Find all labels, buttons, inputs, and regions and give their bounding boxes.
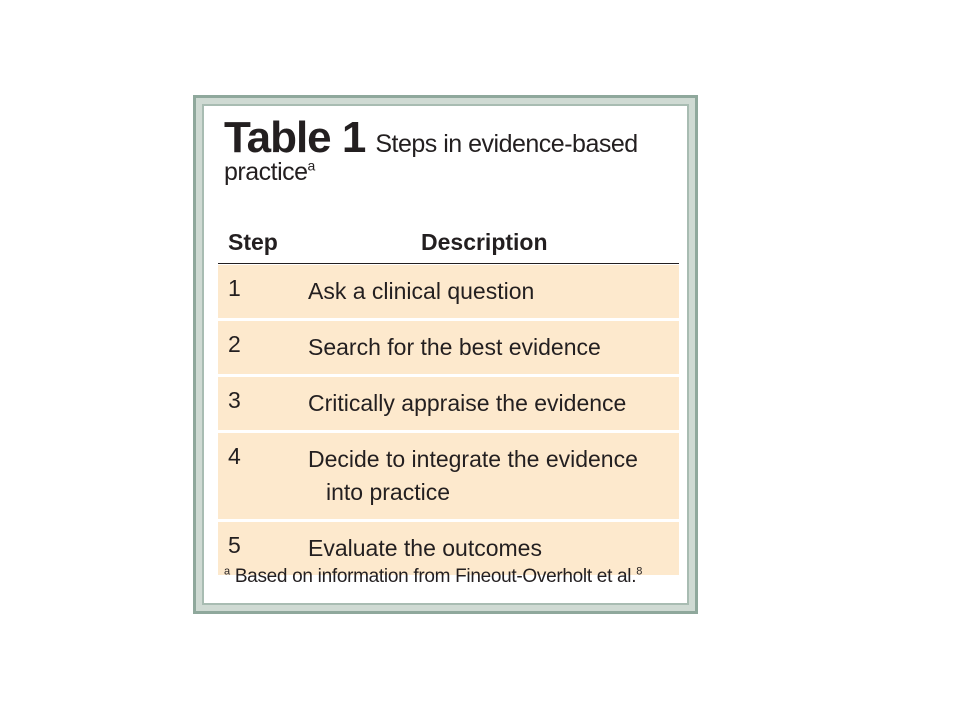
row-step: 1 <box>228 275 241 301</box>
table-frame <box>193 95 698 614</box>
row-description-line: Critically appraise the evidence <box>308 390 627 416</box>
table-header-row <box>218 223 679 264</box>
footnote-text: Based on information from Fineout-Overholt et al. <box>234 566 637 587</box>
row-description-line: Decide to integrate the evidence <box>308 446 638 472</box>
row-step: 4 <box>228 443 241 469</box>
row-step: 5 <box>228 532 241 558</box>
table-row <box>218 377 679 433</box>
row-description-line-2: into practice <box>326 479 451 505</box>
row-description <box>308 265 679 318</box>
table-row <box>218 321 679 377</box>
row-description <box>308 377 679 430</box>
footnote-reference: 8 <box>636 565 643 578</box>
table-title-continuation <box>224 158 684 186</box>
footnote-marker: a <box>224 565 230 578</box>
table-footnote <box>224 566 642 588</box>
row-description <box>308 433 679 519</box>
table-title <box>224 114 684 186</box>
row-step: 3 <box>228 387 241 413</box>
header-step: Step <box>228 229 278 255</box>
title-footnote-marker: a <box>307 157 315 174</box>
table-row <box>218 433 679 522</box>
table-label: Table 1 <box>224 113 366 162</box>
row-description-line: Ask a clinical question <box>308 278 535 304</box>
header-description: Description <box>421 229 548 255</box>
row-description-line: Search for the best evidence <box>308 334 601 360</box>
table-title-text-2: practice <box>224 158 308 186</box>
row-description-line: Evaluate the outcomes <box>308 535 542 561</box>
table-title-text: Steps in evidence-based <box>375 130 638 158</box>
row-step: 2 <box>228 331 241 357</box>
table-body <box>218 265 679 578</box>
table-row <box>218 265 679 321</box>
row-description <box>308 321 679 374</box>
table-panel <box>202 104 689 605</box>
